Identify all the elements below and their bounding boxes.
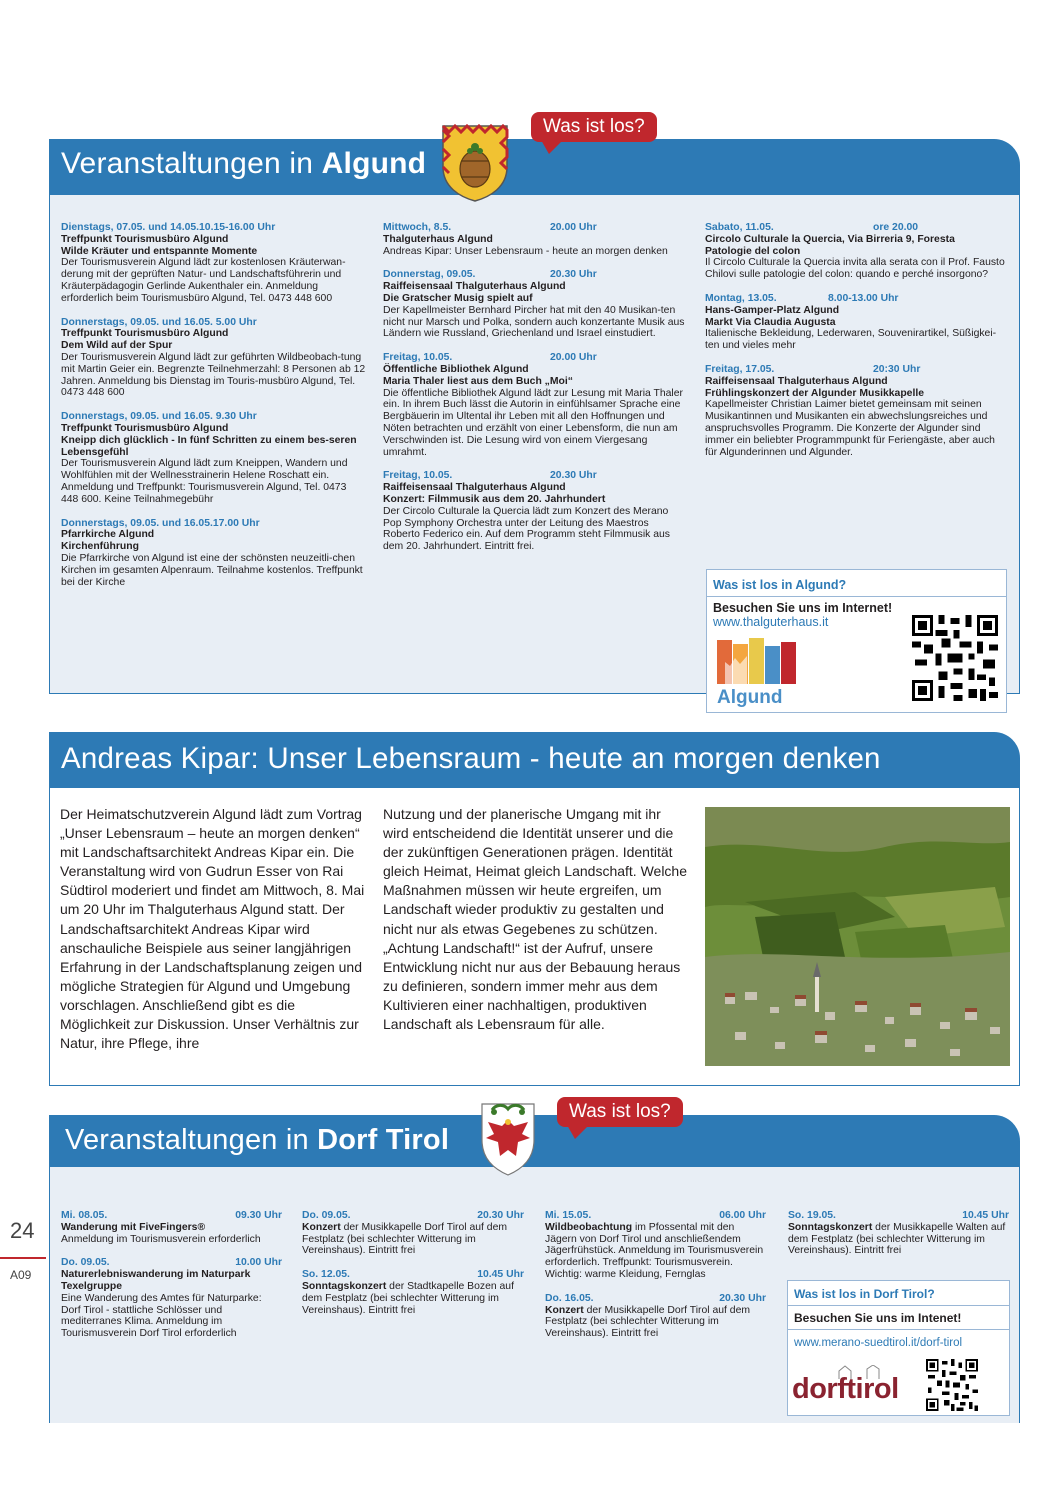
tirol-info-box <box>787 1280 1010 1416</box>
algund-logo-text: Algund <box>717 687 783 708</box>
tirol-was-ist-los-bubble: Was ist los? <box>557 1097 683 1127</box>
dorftirol-logo <box>792 1365 922 1411</box>
event-text: Der Circolo Culturale la Quercia lädt zum Konzert des Merano Pop Symphony Orchestra unter der Leitung des Maestros Roberto Federico ein. Auf dem Programm steht Filmmusik aus dem 20. Jahrhundert. Eintritt frei. <box>383 505 671 553</box>
event-text: Andreas Kipar: Unser Lebensraum - heute an morgen denken <box>383 245 668 257</box>
event-date: Donnerstags, 09.05. und 16.05.17.00 Uhr <box>61 517 260 529</box>
event-date: So. 12.05. <box>302 1269 350 1281</box>
tirol-events-col4 <box>788 1210 1009 1269</box>
article-banner <box>49 732 1020 788</box>
event-place: Treffpunkt Tourismusbüro Algund <box>61 422 229 434</box>
event-item <box>383 222 685 257</box>
event-text: Der Kapellmeister Bernhard Pircher hat mit den 40 Musikan-ten nicht nur Marsch und Polka, sondern auch konzertante Musik aus Ländern wie Russland, Griechenland und Israel einstudiert. <box>383 304 685 340</box>
event-date: Mittwoch, 8.5. <box>383 222 452 233</box>
event-title: Maria Thaler liest aus dem Buch „Moi“ <box>383 375 573 387</box>
event-title: Wilde Kräuter und entspannte Momente <box>61 245 258 257</box>
event-item <box>705 222 1008 281</box>
event-text: Der Tourismusverein Algund lädt zur kostenlosen Kräuterwan-derung mit der geprüften Natur- und Landschaftsführerin und Kräuterpädagogin Gerlinde Aukenthaler ein. Anmeldung erforderlich beim Tourismusbüro Algund, Tel. 0473 448 600 <box>61 257 346 304</box>
event-text: Wildbeobachtung im Pfossental mit den Jägern von Dorf Tirol und anschließendem Jägerfrühstück. Anmeldung im Tourismusverein erforderlich. Treffpunkt: Tourismusverein. Wichtig: warme Kleidung, Fernglas <box>545 1221 764 1280</box>
event-place: Raiffeisensaal Thalguterhaus Algund <box>705 375 888 387</box>
event-title: Kirchenführung <box>61 541 139 553</box>
event-place: Raiffeisensaal Thalguterhaus Algund <box>383 482 566 494</box>
event-title: Markt Via Claudia Augusta <box>705 316 836 328</box>
dorftirol-logo-text: dorftirol <box>792 1373 899 1405</box>
info-url-link[interactable]: www.thalguterhaus.it <box>713 615 829 629</box>
page-code: A09 <box>10 1268 32 1282</box>
event-title: Konzert: Filmmusik aus dem 20. Jahrhundert <box>383 493 606 505</box>
event-date: Donnerstag, 09.05. <box>383 269 476 281</box>
algund-coat-of-arms <box>440 123 510 203</box>
event-place: Pfarrkirche Algund <box>61 529 155 541</box>
event-title: Frühlingskonzert der Algunder Musikkapelle <box>705 387 925 399</box>
event-item <box>61 317 366 400</box>
info-url-link[interactable]: www.merano-suedtirol.it/dorf-tirol <box>794 1337 963 1349</box>
info-visit-text: Besuchen Sie uns im Internet! <box>713 601 893 615</box>
event-time: 20.30 Uhr <box>477 1210 524 1221</box>
article-title: Andreas Kipar: Unser Lebensraum - heute an morgen denken <box>61 742 881 775</box>
event-title: Sonntagskonzert <box>302 1280 387 1292</box>
event-title: Patologie del colon <box>705 245 801 257</box>
event-text: Der Tourismusverein Algund lädt zum Kneippen, Wandern und Wohlfühlen mit der Wellnesstrainerin Helene Roschatt ein. Anmeldung und Treffpunkt: Tourismusverein Algund, Tel. 0473 448 600. Keine Teilnahmegebühr <box>61 458 348 505</box>
algund-info-box <box>706 569 1007 713</box>
event-text: Die Pfarrkirche von Algund ist eine der schönsten neuzeitli-chen Kirchen im gesamten Alpenraum. Teilnahme kostenlos. Treffpunkt bei der Kirche <box>61 552 363 588</box>
event-item <box>383 269 685 340</box>
event-item <box>383 470 685 553</box>
event-item <box>61 411 366 505</box>
event-time: 20.30 Uhr <box>550 269 597 281</box>
event-place: Hans-Gamper-Platz Algund <box>705 304 840 316</box>
event-date: Dienstags, 07.05. und 14.05.10.15-16.00 Uhr <box>61 222 276 233</box>
tirol-coat-of-arms <box>478 1100 538 1178</box>
event-date: So. 19.05. <box>788 1210 836 1221</box>
event-title: Sonntagskonzert <box>788 1221 873 1233</box>
event-text: Italienische Bekleidung, Lederwaren, Souvenirartikel, Süßigkei-ten und vieles mehr <box>705 328 997 352</box>
event-time: 20.00 Uhr <box>550 352 597 364</box>
event-item <box>705 293 1008 352</box>
algund-logo <box>717 638 802 708</box>
event-title: Dem Wild auf der Spur <box>61 340 173 352</box>
event-time: 06.00 Uhr <box>719 1210 766 1221</box>
event-date: Do. 09.05. <box>61 1257 110 1269</box>
event-text: Sonntagskonzert der Stadtkapelle Bozen auf dem Festplatz (bei schlechter Witterung im Vereinshaus). Eintritt frei <box>302 1280 514 1316</box>
event-item <box>61 518 366 589</box>
article-col2: Nutzung und der planerische Umgang mit ihr wird entscheidend die Identität unserer und die der zukünftigen Generationen prägen. Identität gleich Heimat, Heimat gleich Landschaft. Welche Maßnahmen müssen wir heute ergreifen, um Landschaft wieder produktiv zu gestalten und nicht nur als etwas Gegebenes zu schützen. „Achtung Landschaft!“ ist der Aufruf, unsere Entwicklung nicht nur aus der Bebauung heraus zu definieren, sondern immer mehr aus dem Kultivieren einer nachhaltigen, produktiven Landschaft als Lebensraum für alle. <box>383 806 688 1033</box>
event-item <box>302 1210 524 1257</box>
event-time: 8.00-13.00 Uhr <box>828 292 899 304</box>
event-time: 20.30 Uhr <box>719 1292 766 1304</box>
tirol-events-col2 <box>302 1210 524 1328</box>
event-item <box>545 1210 766 1281</box>
event-time: 20:30 Uhr <box>873 363 921 375</box>
event-date: Freitag, 10.05. <box>383 352 453 364</box>
algund-events-col2 <box>383 222 685 565</box>
event-item <box>61 1210 282 1245</box>
tirol-events-col3 <box>545 1210 766 1352</box>
event-place: Thalguterhaus Algund <box>383 233 493 245</box>
event-date: Sabato, 11.05. <box>705 222 774 233</box>
algund-qr-code <box>912 615 998 701</box>
page-number: 24 <box>10 1218 35 1243</box>
event-title: Naturerlebniswanderung im Naturpark Texelgruppe <box>61 1269 251 1292</box>
event-place: Öffentliche Bibliothek Algund <box>383 363 529 375</box>
event-date: Mi. 15.05. <box>545 1210 592 1221</box>
event-time: ore 20.00 <box>873 222 919 233</box>
algund-events-col1 <box>61 222 366 600</box>
event-text: Sonntagskonzert der Musikkapelle Walten auf dem Festplatz (bei schlechter Witterung im Vereinshaus). Eintritt frei <box>788 1221 1006 1257</box>
event-place: Treffpunkt Tourismusbüro Algund <box>61 233 229 245</box>
algund-events-col3 <box>705 222 1008 470</box>
algund-was-ist-los-bubble: Was ist los? <box>531 112 657 142</box>
event-title: Wildbeobachtung <box>545 1221 633 1233</box>
info-visit-text: Besuchen Sie uns im Intenet! <box>794 1311 962 1325</box>
info-divider <box>707 596 1006 597</box>
event-place: Circolo Culturale la Quercia, Via Birreria 9, Foresta <box>705 233 955 245</box>
event-title: Wanderung mit FiveFingers® <box>61 1221 206 1233</box>
event-time: 10.45 Uhr <box>962 1210 1009 1221</box>
event-date: Montag, 13.05. <box>705 292 777 304</box>
event-item <box>61 1257 282 1340</box>
event-text: Eine Wanderung des Amtes für Naturparke: Dorf Tirol - stattliche Schlösser und mediterranes Klima. Anmeldung im Tourismusverein Dorf Tirol erforderlich <box>61 1292 262 1340</box>
event-text: Konzert der Musikkapelle Dorf Tirol auf dem Festplatz (bei schlechter Witterung im Vereinshaus). Eintritt frei <box>545 1304 751 1340</box>
info-heading: Was ist los in Algund? <box>713 578 847 592</box>
event-item <box>383 352 685 458</box>
landscape-photo <box>705 807 1010 1066</box>
info-divider <box>788 1305 1009 1306</box>
event-date: Freitag, 17.05. <box>705 363 775 375</box>
event-text: Der Tourismusverein Algund lädt zur geführten Wildbeobach-tung mit Martin Geier ein. Begrenzte Teilnehmerzahl: 8 Personen ab 12 Jahren. Anmeldung bis Dienstag im Touris-musbüro Algund, Tel. 0473 448 600 <box>61 351 366 399</box>
tirol-events-col1 <box>61 1210 282 1352</box>
event-text: Kapellmeister Christian Laimer bietet gemeinsam mit seinen Musikantinnen und Musikanten ein abwechslungsreiches und anspruchsvolles Programm. Die Konzerte der Algunder sind immer ein beliebter Programmpunkt für Feriengäste, aber auch für Algunderinnen und Algunder. <box>705 399 995 458</box>
event-date: Mi. 08.05. <box>61 1210 108 1221</box>
article-col1: Der Heimatschutzverein Algund lädt zum Vortrag „Unser Lebensraum – heute an morgen denken“ mit Landschaftsarchitekt Andreas Kipar ein. Die Veranstaltung wird von Gudrun Esser von Rai Südtirol moderiert und findet am Mittwoch, 8. Mai um 20 Uhr im Thalguterhaus Algund statt. Der Landschaftsarchitekt Andreas Kipar wird anschauliche Beispiele aus seiner langjährigen Erfahrung in der Landschaftsplanung zeigen und mögliche Strategien für Algund und Umgebung vorschlagen. Anschließend gibt es die Möglichkeit zur Diskussion. Unser Verhältnis zur Natur, ihre Pflege, ihre <box>60 806 365 1052</box>
event-text: Anmeldung im Tourismusverein erforderlich <box>61 1233 261 1245</box>
algund-title: Veranstaltungen in Algund <box>61 147 427 180</box>
event-place: Raiffeisensaal Thalguterhaus Algund <box>383 281 566 293</box>
event-date: Donnerstags, 09.05. und 16.05. 9.30 Uhr <box>61 411 257 423</box>
event-date: Donnerstags, 09.05. und 16.05. 5.00 Uhr <box>61 316 257 328</box>
event-text: Il Circolo Culturale la Quercia invita alla serata con il Prof. Fausto Chilovi sulle patologie del colon: quando e perché insorgono? <box>705 257 1005 281</box>
event-time: 10.45 Uhr <box>477 1269 524 1281</box>
page-divider <box>0 1257 46 1259</box>
event-title: Konzert <box>545 1304 584 1316</box>
algund-banner <box>49 139 1020 195</box>
event-time: 20.30 Uhr <box>550 470 597 482</box>
event-item <box>788 1210 1009 1257</box>
event-title: Kneipp dich glücklich - In fünf Schritten zu einem bes-seren Lebensgefühl <box>61 434 357 458</box>
event-place: Treffpunkt Tourismusbüro Algund <box>61 328 229 340</box>
event-item <box>61 222 366 305</box>
event-date: Freitag, 10.05. <box>383 470 453 482</box>
event-text: Die öffentliche Bibliothek Algund lädt zur Lesung mit Maria Thaler ein. In ihrem Buch lässt die Autorin in einfühlsamer Sprache eine Bergbäuerin im Ultental ihr Leben mit all den Hoffnungen und Nöten betrachten und erzählt von einer Lebensform, die nun am Verschwinden ist. Die Lesung wird von einem Viergesang umrahmt. <box>383 387 683 458</box>
event-time: 10.00 Uhr <box>235 1257 282 1269</box>
event-title: Konzert <box>302 1221 341 1233</box>
tirol-qr-code <box>922 1359 1002 1411</box>
event-item <box>302 1269 524 1316</box>
event-item <box>545 1293 766 1340</box>
event-time: 09.30 Uhr <box>235 1210 282 1221</box>
event-text: Konzert der Musikkapelle Dorf Tirol auf dem Festplatz (bei schlechter Witterung im Vereinshaus). Eintritt frei <box>302 1221 508 1257</box>
tirol-title: Veranstaltungen in Dorf Tirol <box>65 1124 450 1156</box>
event-item <box>705 364 1008 458</box>
event-title: Die Gratscher Musig spielt auf <box>383 292 533 304</box>
event-date: Do. 09.05. <box>302 1210 351 1221</box>
info-heading: Was ist los in Dorf Tirol? <box>794 1287 935 1301</box>
event-date: Do. 16.05. <box>545 1292 594 1304</box>
info-divider <box>788 1329 1009 1330</box>
event-time: 20.00 Uhr <box>550 222 597 233</box>
